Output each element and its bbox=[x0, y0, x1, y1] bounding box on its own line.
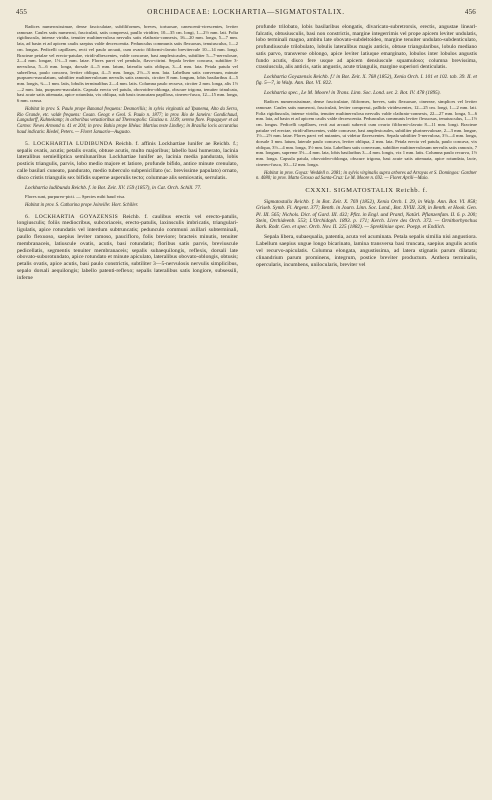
habitat-paragraph: Habitat in prov. S. Catharina prope Joinville: Hort. Schiller. bbox=[25, 202, 139, 208]
species-note: Flores sunt, purpureo-picti. — Species mihi haud visa. bbox=[25, 194, 126, 200]
genus-description: Sepala libera, subaequalia, patentia, acuta vel acuminata. Petala sepalis similia nisi angustiora. Labellum saepius ungue longo bicarinato, lamina transversa basi truncata, saepius angulis acutis vel recurvo-apiculatis. Columna elongata, angustissima, ad latera stignatis parum dilatata; clinandrium parum prominens, integrum, postice breviter productum. Anthera terminalis, opercularis, incumbens, unilocularis, breviter vel bbox=[256, 233, 477, 268]
left-column bbox=[17, 24, 238, 281]
species-diagnosis: caulibus erectis vel erecto-patulis, longiusculis; foliis mediocribus, subcoriaceis, erecto-patulis, laxinsculis imbricatis, triangulari-ligulatis, apice rotundatis vel interdum subtruncatis; pedunculo communi axillari subterminali, paullo flexuoso, saepius leviter ramoso, paucifloro, folis breviore; bracteis minutis, tenuiter membranaceis, latiuscule ovatis, acutis, basi rotundatis; floribus satis parvis, breviuscule pedicellatis, segmentis tenuiter membranaceis; sepalis subaequilongis, reflexis, dorsali late obovato-suborotundato, apice rotundato et minute apiculato, lateralibus obovato-oblongis, obtusis; petalis ovatis, apice acutis, basi paulo constrictis, subtiliter 3—5-nervulosis nervulis simplicibus, sepalo dorsali aequilongis; labello patenti-reflexo; sepalis lateralibus satis longiore, subsessili, inferne bbox=[17, 213, 238, 281]
genus-heading: CXXXI. SIGMATOSTALIX Reichb. f. bbox=[305, 187, 428, 195]
species-citation: Lockhartia ludibunda Reichb. f. in Bot. Zeit. XV. 159 (1857), in Cat. Orch. Schill. 77. bbox=[25, 184, 202, 191]
right-column bbox=[256, 24, 477, 269]
genus-citation: Sigmatostalix Reichb. f. in Bot. Zeit. X. 769 (1852), Xenia Orch. I. 29, in Walp. Ann. Bot. VI. 858; Griseb. Symb. Fl. Argent. 377; Benth. in Journ. Linn. Soc. Lond., Bot. XVIII. 328, in Benth. et Hook. Gen. Pl. III. 565; Nichols. Dict. of Gard. III. 432; Pfitz. in Engl. und Prantl, Natürl. Pflanzenfam. II. 6. p. 200; Stein, Orchideenb. 553; L'Orchidoph. 1893. p. 171; Kerch. Livre des Orch. 372. — Ornithorhynchus Bark. Rodr. Gen. et spec. Orch. Nov. II. 225 (1882). — Sprekliniae spec. Poepp. et Endlich. bbox=[256, 198, 477, 231]
species-heading bbox=[17, 141, 238, 182]
species-diagnosis: affinis Lockhartiae lunifer ae Reichb. f.; sepalis ovatis, acutis; petalis ovatis, obtuse acutis, multo majoribus; labello basi humerato, lacinia lateralibus semielliptica semilunaribus Lockhartiae lunifer ae, lacinia media pandurata, lobis posticis triangulis, parvis, lobo medio majore et latiore, profunde bifido, antice minute crenulato, calle basilari cuneato, pandurato, medio tuberculo subpenicillato (sc. brevissime papulato) ornato, disco cristis triangulis sex bifidis superne asperulis tecto; columnae alis semiovatis, serrulatis. bbox=[17, 140, 238, 181]
species-description: Radices numerosissimae, dense fasciculatae, subfiliformes, breves, tortuosae, canescenti-virescentes, leviter ramosae. Caules satis numerosi, fasciculati, satis compressi, paullo viriditer, 10—35 cm. longi, 1—2½ mm. lati. Folia rigidiuscula, intense viridia, tenuiter multinervulosa nervulis satis elathrato-connexis, 16—20 mm. longa, 5—7 mm. lata, ad basin et ad apicem caulis saepius valde decrescentia. Pedunculus communis satis flexuosus, tenuiusculus, 1—2 cm. longus. Pedicelli capillares, recti vel paulo arcuati, cum ovario filiformi-clavato brevitercule 10—14 mm. longi. Bracteae petalae vel erecto-patulae, viridi-albescentes, valde concavae, basi amplexicaules, subtiliter 5—7-nervulosae, 2—4 mm. longae, 1½—3 mm. latae. Flores parvi vel pendulo, flavo-citrini. Sepala leviter concava, subtiliter 3-nervulosa, 5—6 mm. longa, dorsale 4—5 mm. latum, lateralia satis obliqua, 3—4 mm. lata. Petala patula vel subreflexa, paulo concava, leviter obliqua, 4—5 mm. longa, 2½—3 mm. lata. Labellum satis convexum, minute purpureo-maculatum, subtiliter multinervulosum nervulis satis ramosis, circiter 8 mm. longum, lobis basilaribus 4—5 mm. longis, ¾—1 mm. latis, lobulis terminalibus 2—4 mm. latis. Columna paulo recurva, circiter 2 mm. longa, alis 1½—2 mm. lata, purpureo-maculatis. Capsula erecta vel patula, obovoideo-oblonga, obscure trigona, tenuiter trinulcata, basi acute satis attenuata, apice rotundata, vix obliqua, sub basis truncatam papillosa, cinereo-fusca, 12—15 mm. longa, 6 mm. crassa. bbox=[17, 24, 238, 104]
species-author: Reichb. f. bbox=[115, 140, 139, 147]
running-title: ORCHIDACEAE: LOCKHARTIA—SIGMATOSTALIX. bbox=[147, 8, 345, 16]
habitat-paragraph: Habitat in prov. Goyaz: Weddell n. 2081; in sylvis virginalis supra arbores ad Arrayas et S. Domingos: Gardner n. 4080; in prov. Matto Grosso ad Santa-Cruz: Le M. Moore n. 692. — Floret Aprili—Maio. bbox=[256, 170, 477, 182]
species-heading bbox=[17, 214, 238, 282]
diagnosis-continued: profunde trilobato, lobis basilaribus elongatis, divaricato-subretrorsis, erectis, angustae linearl-falcatis, obtusiusculis, basi non constrictis, margine integerrimis vel prope apicem leviter undulatis, lobo terminali magno, ambitu late obovato-subdeltoideo, margine tenuiter undulato-subdenticulato, profundiuscule trilobulato, lobulis lateralibus magis anticis, obtuse triangularibus, lobulo mediano satis parvo, transverse oblongo, apice leviter latiuque emarginato, lobulos inter lobulos angustis fundo acutis, disco fere usque ad apicem densiuscule squamuloso; columna brevissima, crassiuscula, alis anticis, satis angustis, acute triangulis, margine superiori denticulatis. bbox=[256, 24, 477, 71]
species-citation: Lockhartia Goyazensis Reichb. f.! in Bot. Zeit. X. 768 (1852), Xenia Orch. I. 101 et 102. tab. 39. II. et fig. 5—7, in Walp. Ann. Bot. VI. 822. bbox=[256, 73, 477, 87]
species-author: Reichb. f. bbox=[122, 213, 148, 220]
species-description: Radices numerosissimae, dense fasciculatae, filiformes, breves, satis flexuosae, cinereae, simplices vel leviter ramosae. Caules satis numerosi, fasciculati, leviter compressi, pallido viridescentes, 12—25 cm. longi, 1—2 mm. lati. Folia rigidiuscula, intense viridia, tenuiter multinervulosa nervulis valde clathrato-connexis, 22—27 mm. longa, 5—6 mm. lata, ad basin et ad apicem caulis valde decrescentia. Pedunculus communis leviter flexuosus, tenuiusculus, 1—1½ cm. longus. Pedicelli capillares, recti aut arcuati subrecti cum ovario filiformi-clavato 8—11 mm. longi. Bracteae patulae vel erectae, viridi-albescentes, valde concavae, basi amplexicaules, subtiliter plurinervulosae, 2—3 mm. longae, 1½—2½ mm. latae. Flores parvi vel nutantes, ut videtur flavescentes. Sepala subtiliter 5-nervulosa, 3½—4 mm. longa, dorsale 3 mm. latum, laterale paulo concava, leviter obliqua, 2 mm. lata. Petala erecta vel patula, paulo concava, vix obliqua, 3½—4 mm. longa, 3½ mm. lata. Labellum satis convexum, subtiliter multinervulosum nervulis satis ramosis, 7 mm. longum, supreme 3½—4 mm. lata, lobis basilaribus 3—4 mm. longis, vix 1 mm. latis. Columna paulo recurva, 1½ mm. longa. Capsula patula, obovoideo-oblonga, obscure trigona, basi acute satis attenuata, apice rotundata, lacte, cinereo-fusca, 10—12 mm. longa. bbox=[256, 99, 477, 167]
species-name: 5. LOCKHARTIA LUDIBUNDA bbox=[25, 140, 113, 147]
page-number-left: 455 bbox=[16, 8, 28, 16]
page-number-right: 456 bbox=[464, 8, 476, 16]
running-header bbox=[16, 8, 476, 20]
habitat-paragraph: Habitat in prov. S. Paulo prope Bananal frequens: Desmoriliis; in sylvis virginatis ad Ypanema, Alto da Serra, Rio Grande, etc. valde frequens: Cosan. Geogr. e Geol. S. Paulo n. 1877; in prov. Rio de Janeiro: Gondichaud, Langsdorff, Kuhnekamp; in arboribus vetustioribus ad Theresopolis: Glaziou n. 1139; sereno flore. Papagayer et ad Carmo: Neves Armond n. 41 et 204; in prov. Bahia prope Ilhéus: Martius teste Lindley; in Brasilia locis accuratius haud indicatis: Riedel, Peters. — Floret Januario—Augusto. bbox=[17, 106, 238, 136]
species-name: 6. LOCKHARTIA GOYAZENSIS bbox=[25, 213, 119, 220]
species-citation: Lockhartia spec., Le M. Moore! in Trans. Linn. Soc. Lond. ser. 2. Bot. IV. 478 (1895). bbox=[264, 89, 441, 96]
